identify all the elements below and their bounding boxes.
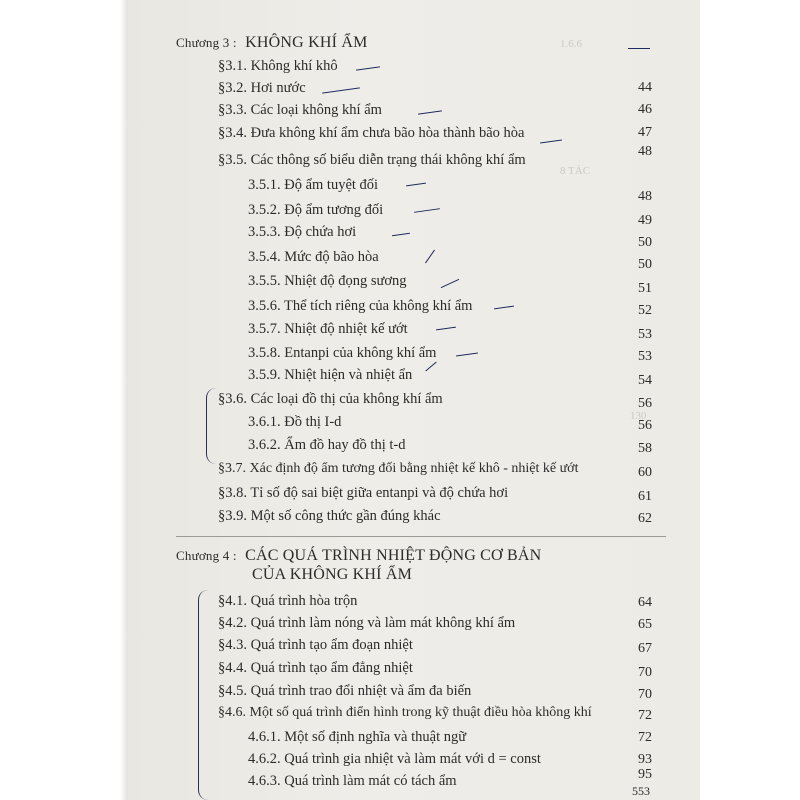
toc-page-3-6-1: 56 [638, 418, 652, 433]
toc-entry-4-4: §4.4. Quá trình tạo ẩm đẳng nhiệt [218, 660, 413, 676]
toc-entry-3-5-7: 3.5.7. Nhiệt độ nhiệt kế ướt [248, 321, 408, 337]
toc-entry-3-5-3: 3.5.3. Độ chứa hơi [248, 224, 357, 240]
toc-entry-4-6-1: 4.6.1. Một số định nghĩa và thuật ngữ [248, 729, 467, 745]
toc-entry-3-5-5: 3.5.5. Nhiệt độ đọng sương [248, 273, 407, 289]
toc-entry-3-5-9: 3.5.9. Nhiệt hiện và nhiệt ẩn [248, 367, 413, 383]
pen-bracket-mark [206, 388, 217, 464]
toc-page-4-6-1: 72 [638, 730, 652, 745]
toc-entry-3-5-6: 3.5.6. Thể tích riêng của không khí ẩm [248, 298, 473, 314]
toc-entry-4-1: §4.1. Quá trình hòa trộn [218, 593, 358, 609]
chapter-4-title-line1: CÁC QUÁ TRÌNH NHIỆT ĐỘNG CƠ BẢN [245, 547, 542, 564]
chapter-4-title-line2: CỦA KHÔNG KHÍ ẨM [252, 566, 413, 583]
toc-page-4-2: 65 [638, 617, 652, 632]
bleed-through-text: 1.6.6 [560, 38, 582, 50]
toc-entry-3-7: §3.7. Xác định độ ẩm tương đối bằng nhiệt kế khô - nhiệt kế ướt [218, 461, 579, 476]
toc-page-3-6: 56 [638, 396, 652, 411]
chapter-3-heading [176, 34, 368, 52]
toc-page-3-5: 48 [638, 144, 652, 159]
toc-entry-3-6-2: 3.6.2. Ẩm đồ hay đồ thị t-d [248, 437, 406, 453]
toc-entry-3-8: §3.8. Tỉ số độ sai biệt giữa entanpi và độ chứa hơi [218, 485, 509, 501]
toc-entry-3-1: §3.1. Không khí khô [218, 58, 338, 74]
toc-entry-4-6: §4.6. Một số quá trình điển hình trong kỹ thuật điều hòa không khí [218, 705, 592, 720]
toc-page-3-9: 62 [638, 511, 652, 526]
section-divider [176, 536, 666, 537]
toc-page-3-2: 44 [638, 80, 652, 95]
toc-page-3-4: 47 [638, 125, 652, 140]
toc-page-3-5-1: 48 [638, 189, 652, 204]
chapter-3-title: KHÔNG KHÍ ẨM [245, 34, 368, 51]
toc-entry-3-5-2: 3.5.2. Độ ẩm tương đối [248, 202, 384, 218]
pen-mark-icon [628, 48, 650, 49]
toc-entry-3-9: §3.9. Một số công thức gần đúng khác [218, 508, 441, 524]
toc-page-4-5: 70 [638, 687, 652, 702]
toc-page-4-6-3: 95 [638, 767, 652, 782]
toc-page-3-8: 61 [638, 489, 652, 504]
toc-entry-3-2: §3.2. Hơi nước [218, 80, 306, 96]
toc-page-3-5-9: 54 [638, 373, 652, 388]
toc-page-3-5-8: 53 [638, 349, 652, 364]
toc-entry-3-5-4: 3.5.4. Mức độ bão hòa [248, 249, 379, 265]
toc-entry-3-3: §3.3. Các loại không khí ẩm [218, 102, 382, 118]
toc-page-3-3: 46 [638, 102, 652, 117]
toc-page-4-4: 70 [638, 665, 652, 680]
toc-page-3-5-4: 50 [638, 257, 652, 272]
toc-page-3-7: 60 [638, 465, 652, 480]
toc-page-4-3: 67 [638, 641, 652, 656]
page-number: 553 [632, 784, 650, 798]
pen-bracket-mark [198, 590, 211, 800]
toc-entry-3-6-1: 3.6.1. Đồ thị I-d [248, 414, 342, 430]
toc-page-3-5-3: 50 [638, 235, 652, 250]
toc-page-3-5-7: 53 [638, 327, 652, 342]
toc-page-4-6-2: 93 [638, 752, 652, 767]
toc-entry-3-4: §3.4. Đưa không khí ẩm chưa bão hòa thành bão hòa [218, 125, 525, 141]
toc-entry-4-2: §4.2. Quá trình làm nóng và làm mát không khí ẩm [218, 615, 516, 631]
toc-page-3-5-6: 52 [638, 303, 652, 318]
toc-entry-3-6: §3.6. Các loại đồ thị của không khí ẩm [218, 391, 443, 407]
bleed-through-text: 130 [630, 410, 647, 422]
bleed-through-text: 8 TÁC [560, 165, 591, 177]
toc-page-4-1: 64 [638, 595, 652, 610]
toc-page-3-5-2: 49 [638, 213, 652, 228]
toc-entry-4-3: §4.3. Quá trình tạo ẩm đoạn nhiệt [218, 637, 413, 653]
toc-page-3-6-2: 58 [638, 441, 652, 456]
toc-entry-3-5-1: 3.5.1. Độ ẩm tuyệt đối [248, 177, 379, 193]
toc-entry-4-5: §4.5. Quá trình trao đổi nhiệt và ẩm đa biến [218, 683, 472, 699]
toc-page-4-6: 72 [638, 708, 652, 723]
chapter-4-prefix: Chương 4 : [176, 548, 237, 563]
toc-entry-4-6-2: 4.6.2. Quá trình gia nhiệt và làm mát với d = const [248, 751, 541, 767]
toc-entry-3-5-8: 3.5.8. Entanpi của không khí ẩm [248, 345, 437, 361]
toc-entry-3-5: §3.5. Các thông số biểu diễn trạng thái không khí ẩm [218, 152, 526, 168]
toc-entry-4-6-3: 4.6.3. Quá trình làm mát có tách ẩm [248, 773, 457, 789]
chapter-3-prefix: Chương 3 : [176, 35, 237, 50]
toc-page-3-5-5: 51 [638, 281, 652, 296]
chapter-4-heading [176, 547, 541, 565]
